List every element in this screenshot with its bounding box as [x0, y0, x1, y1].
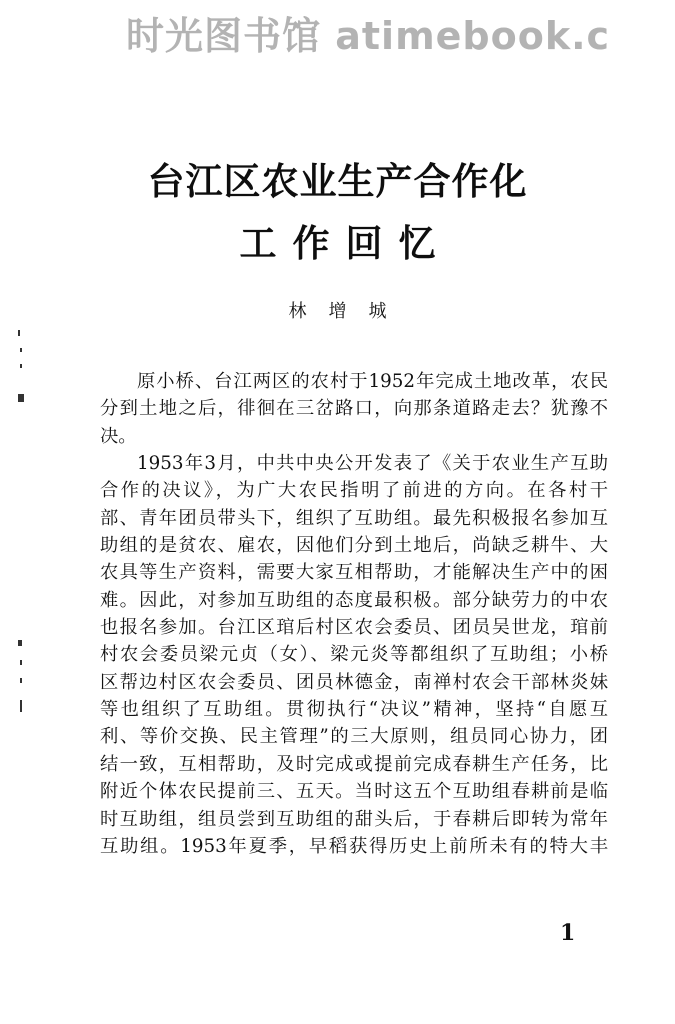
body-line: 村农会委员梁元贞（女）、梁元炎等都组织了互助组；小桥 [100, 644, 608, 666]
scan-mark [20, 700, 22, 712]
body-line: 助组的是贫农、雇农，因他们分到土地后，尚缺乏耕牛、大 [100, 535, 608, 557]
body-line: 互助组。1953年夏季，早稻获得历史上前所未有的特大丰 [100, 835, 608, 857]
scan-mark [20, 678, 22, 683]
body-line: 区帮边村区农会委员、团员林德金，南禅村农会干部林炎妹 [100, 671, 608, 693]
body-line: 等也组织了互助组。贯彻执行“决议”精神，坚持“自愿互 [100, 699, 608, 721]
scan-mark [20, 348, 22, 352]
body-line: 利、等价交换、民主管理”的三大原则，组员同心协力，团 [100, 726, 608, 748]
body-line: 合作的决议》，为广大农民指明了前进的方向。在各村干 [100, 480, 608, 502]
scan-mark [20, 364, 22, 368]
article-body [100, 368, 608, 860]
scan-mark [18, 330, 20, 336]
body-line: 难。因此，对参加互助组的态度最积极。部分缺劳力的中农 [100, 589, 608, 611]
watermark: 时光图书馆 atimebook.c [126, 14, 611, 58]
article-title-line-1: 台江区农业生产合作化 [147, 160, 528, 203]
body-line: 分到土地之后，徘徊在三岔路口，向那条道路走去？犹豫不 [100, 398, 608, 420]
scan-mark [18, 640, 22, 646]
body-line: 1953年3月，中共中央公开发表了《关于农业生产互助 [137, 453, 608, 475]
scan-mark [20, 660, 22, 665]
body-line: 部、青年团员带头下，组织了互助组。最先积极报名参加互 [100, 507, 608, 529]
body-line: 农具等生产资料，需要大家互相帮助，才能解决生产中的困 [100, 562, 608, 584]
body-line: 原小桥、台江两区的农村于1952年完成土地改革，农民 [137, 371, 608, 392]
scan-mark [18, 394, 24, 402]
body-line: 决。 [100, 425, 137, 447]
body-line: 也报名参加。台江区琯后村区农会委员、团员吴世龙，琯前 [100, 617, 608, 639]
author-name: 林增城 [288, 301, 409, 322]
page-number: 1 [560, 920, 576, 946]
body-line: 附近个体农民提前三、五天。当时这五个互助组春耕前是临 [100, 781, 608, 803]
body-line: 时互助组，组员尝到互助组的甜头后，于春耕后即转为常年 [100, 808, 608, 830]
body-line: 结一致，互相帮助，及时完成或提前完成春耕生产任务，比 [100, 753, 608, 775]
article-title-line-2: 工作回忆 [239, 222, 452, 265]
